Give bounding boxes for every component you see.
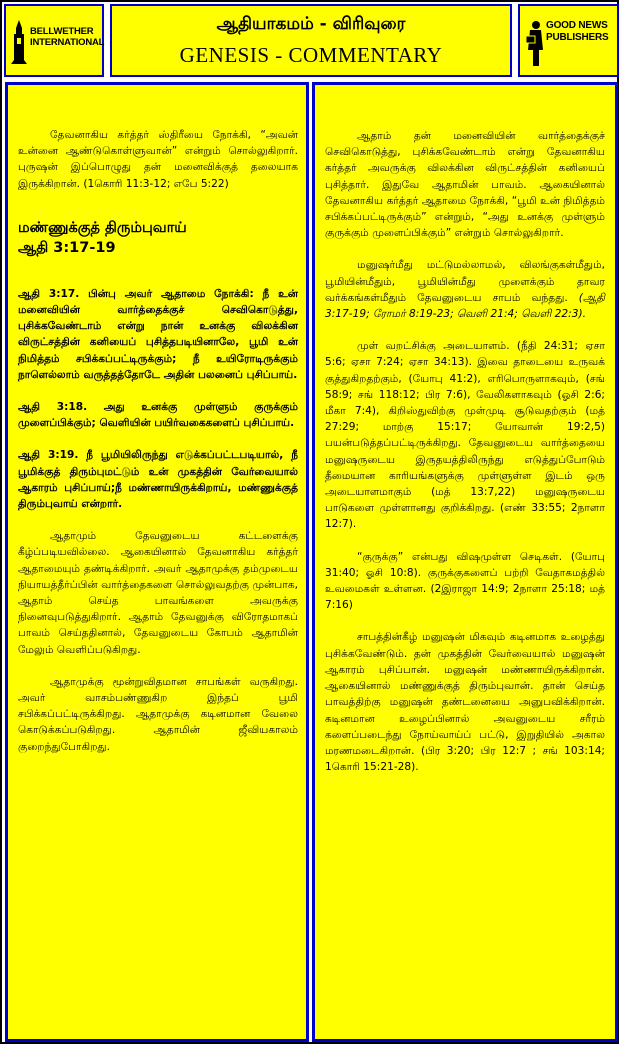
paragraph — [325, 338, 605, 532]
reader-icon — [524, 20, 544, 66]
scripture-reference: (ஆதி 3:17-19; ரோமர் 8:19-23; வெளி 21:4; வெளி 22:3). — [325, 291, 605, 321]
section-heading-title: மண்ணுக்குத் திரும்புவாய் — [18, 219, 187, 236]
paragraph-text: மனுஷர்மீது மட்டுமல்லாமல், விலங்குகள்மீதும், பூமியின்மீதும், பூமியின்மீது முளைக்கும் தாவர வர்க்கங்கள்மீதும் தேவனுடைய சாபம் வந்தது. — [325, 259, 605, 304]
good-news-logo — [520, 6, 617, 75]
right-column — [312, 82, 618, 1042]
page-title-english: GENESIS - COMMENTARY — [179, 43, 443, 67]
section-heading-reference: ஆதி 3:17-19 — [18, 239, 116, 256]
tower-icon — [10, 20, 28, 64]
good-news-logo-text: GOOD NEWS PUBLISHERS — [546, 20, 609, 43]
paragraph — [325, 128, 605, 241]
title-box — [110, 4, 512, 77]
verse-genesis-3-18: ஆதி 3:18. அது உனக்கு முள்ளும் குருக்கும் முளைப்பிக்கும்; வெளியின் பயிர்வகைகளைப் புசிப்பாய். — [18, 401, 298, 430]
paragraph — [18, 674, 298, 755]
verse-genesis-3-17: ஆதி 3:17. பின்பு அவர் ஆதாமை நோக்கி: நீ உன் மனைவியின் வார்த்தைக்குச் செவிகொடுத்து, புசிக்கவேண்டாம் என்று நான் உனக்கு விலக்கின விருட்சத்தின் கனியைப் புசித்தபடியினாலே, பூமி உன் நிமித்தம் சபிக்கப்பட்டிருக்கும்; நீ உயிரோடிருக்கும் நாளெல்லாம் வருத்தத்தோடே அதின் பலனைப் புசிப்பாய். — [18, 287, 298, 381]
bellwether-logo-text: BELLWETHER INTERNATIONAL — [30, 26, 105, 48]
left-column — [5, 82, 309, 1042]
paragraph-text: ஆதாமுக்கு மூன்றுவிதமான சாபங்கள் வருகிறது. அவர் வாசம்பண்ணுகிற இந்தப் பூமி சபிக்கப்பட்டிருக்கிறது. ஆதாமுக்கு கடினமான வேலை கொடுக்கப்படுகிறது. ஆதாமின் ஜீவியகாலம் குறைந்துபோகிறது. — [18, 675, 298, 753]
paragraph-text: சாபத்தின்கீழ் மனுஷன் மிகவும் கடினமாக உழைத்து புசிக்கவேண்டும். தன் முகத்தின் வேர்வையால் மனுஷன் ஆகாரம் புசிப்பான். மனுஷன் மண்ணாயிருக்கிறான். ஆகையினால் மண்ணுக்குத் திரும்புவான். தான் செய்த பாவத்திற்கு மனுஷன் தண்டனையை அனுபவிக்கிறான். கடினமான உழைப்பினால் அவனுடைய சரீரம் களைப்படைந்து நோய்வாய்ப் பட்டு, இறுதியில் அகால மரணமடைகிறான். (பிர 3:20; பிர 12:7 ; சங் 103:14; 1கொரி 15:21-28). — [325, 631, 605, 774]
paragraph — [18, 127, 298, 192]
good-news-logo-box — [518, 4, 619, 77]
paragraph — [325, 629, 605, 775]
paragraph — [325, 549, 605, 614]
paragraph-text: தேவனாகிய கர்த்தர் ஸ்திரீயை நோக்கி, “அவன் உன்னை ஆண்டுகொள்ளுவான்” என்றும் சொல்லுகிறார். புருஷன் இப்பொழுது தன் மனைவிக்குத் தலையாக இருக்கிறான். (1கொரி 11:3-12; எபே 5:22) — [18, 129, 298, 190]
paragraph-text: முள் வறட்சிக்கு அடையாளம். (நீதி 24:31; ஏசா 5:6; ஏசா 7:24; ஏசா 34:13). இவை தாடையை உருவக் குத்துகிறதற்கும், (யோபு 41:2), எரிபொருளாகவும், (சங் 58:9; சங் 118:12; பிர 7:6), வேலிகளாகவும் (ஓசி 2:6; மீகா 7:4), கிறிஸ்துவிற்கு முள்முடி சூடுவதற்கும் (மத் 27:29; மாற்கு 15:17; யோவான் 19:2,5) பயன்படுத்தப்பட்டிருக்கிறது. தேவனுடைய வார்த்தையை மனுஷருடைய இருதயத்திலிருந்து எடுத்துப்போடும் தீமையான காரியங்களுக்கு முள்ளுள்ள இடம் ஒரு அடையாளமாகும் (மத் 13:7,22) மனுஷருடைய பாடுகளை முள்ளானது குறிக்கிறது. (எண் 33:55; 2நாளா 12:7). — [325, 340, 605, 531]
paragraph — [325, 257, 605, 322]
paragraph-text: ஆதாம் தன் மனைவியின் வார்த்தைக்குச் செவிகொடுத்து, புசிக்கவேண்டாம் என்று தேவனாகிய கர்த்தர் அவருக்கு விலக்கின விருட்சத்தின் கனியைப் புசித்தார். இதுவே ஆதாமின் பாவம். ஆகையினால் தேவனாகிய கர்த்தர் ஆதாமை நோக்கி, “பூமி உன் நிமித்தம் சபிக்கப்பட்டிருக்கும்” என்றும், “அது உனக்கு முள்ளும் குருக்கும் முளைப்பிக்கும்” என்றும் சொல்லுகிறார். — [325, 130, 605, 240]
bellwether-logo-box — [4, 4, 104, 77]
page-header — [4, 4, 619, 79]
paragraph-text: ஆதாமும் தேவனுடைய கட்டளைக்கு கீழ்ப்படியவில்லை. ஆகையினால் தேவனாகிய கர்த்தர் ஆதாமையும் தண்டிக்கிறார். அவர் ஆதாமுக்கு தம்முடைய நியாயத்தீர்ப்பின் வார்த்தைகளை சொல்லுவதற்கு முன்பாக, ஆதாம் செய்த பாவங்களை அவருக்கு நினைவுபடுத்துகிறார். ஆதாம் தேவனுக்கு விரோதமாகப் பாவம் செய்ததினால், தேவனுடைய கோபம் ஆதாமின் மேலும் வெளிப்படுகிறது. — [18, 530, 298, 656]
bellwether-logo — [6, 6, 105, 75]
section-heading — [18, 218, 298, 258]
page-title-tamil: ஆதியாகமம் - விரிவுரை — [216, 14, 406, 34]
paragraph-text: “குருக்கு” என்பது விஷமுள்ள செடிகள். (யோபு 31:40; ஓசி 10:8). குருக்குகளைப் பற்றி வேதாகமத்தில் உவமைகள் உள்ளன. (2இராஜா 14:9; 2நாளா 25:18; மத் 7:16) — [325, 550, 605, 612]
verse-genesis-3-19: ஆதி 3:19. நீ பூமியிலிருந்து எடுக்கப்பட்டபடியால், நீ பூமிக்குத் திரும்புமட்டும் உன் முகத்தின் வேர்வையால் ஆகாரம் புசிப்பாய்;நீ மண்ணாயிருக்கிறாய், மண்ணுக்குத் திரும்புவாய் என்றார். — [18, 449, 298, 511]
paragraph — [18, 528, 298, 658]
